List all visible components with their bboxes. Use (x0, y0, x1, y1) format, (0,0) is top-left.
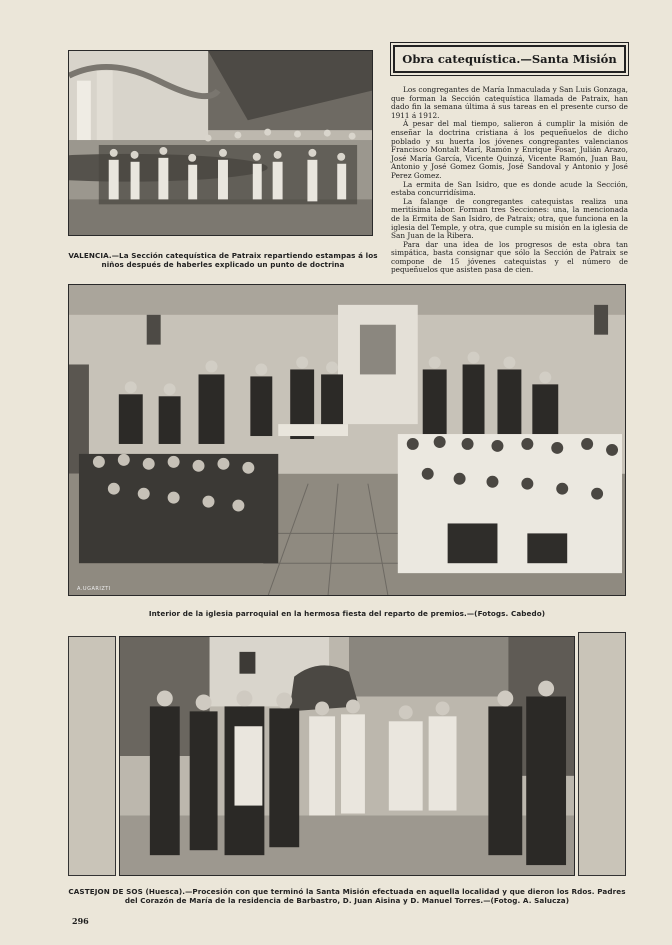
photo-signature: A.UGARIZTI (77, 586, 111, 592)
caption-castejon-lead: CASTEJON DE SOS (68, 887, 143, 896)
caption-valencia (68, 251, 378, 269)
article-paragraph: Para dar una idea de los progresos de esta obra tan simpática, basta consignar que sólo la Sección de Patraix se compone de 15 jóvenes catequistas y el número de pequeñuelos que asisten pasa de cien. (391, 239, 628, 275)
article-body (391, 86, 628, 275)
photo-church-interior (68, 284, 626, 596)
page-number: 296 (72, 916, 89, 926)
side-panel-right (578, 632, 626, 876)
photo-castejon-procession (119, 636, 575, 876)
photo-valencia-patraix (68, 50, 373, 236)
article-paragraph: Los congregantes de María Inmaculada y San Luis Gonzaga, que forman la Sección catequística llamada de Patraix, han dado fin la semana última á sus tareas en el presente curso de 1911 á 1912. (391, 85, 628, 120)
caption-valencia-text: —La Sección catequística de Patraix repartiendo estampas á los niños después de haberles explicado un punto de doctrina (101, 251, 378, 269)
caption-interior (68, 609, 626, 618)
caption-valencia-lead: VALENCIA. (68, 251, 112, 260)
article-title: Obra catequística.—Santa Misión (402, 52, 617, 66)
photo-valencia-image (69, 51, 372, 235)
caption-interior-text: Interior de la iglesia parroquial en la hermosa fiesta del reparto de premios.—(Fotogs. Cabedo) (148, 609, 546, 618)
article-title-box (393, 45, 626, 73)
photo-church-image (69, 285, 625, 595)
photo-castejon-image (120, 637, 574, 875)
article-paragraph: La falange de congregantes catequistas realiza una meritísima labor. Forman tres Secciones: una, la mencionada de la Ermita de San Isidro, de Patraix; otra, que funciona en la iglesia del Temple, y otra, que cumple su misión en la iglesia de San Juan de la Ribera. (391, 196, 628, 241)
side-panel-left (68, 636, 116, 876)
article-paragraph: La ermita de San Isidro, que es donde acude la Sección, estaba concurridísima. (391, 179, 628, 198)
caption-castejon-text: (Huesca).—Procesión con que terminó la Santa Misión efectuada en aquella localidad y que dieron los Rdos. Padres del Corazón de María de la residencia de Barbastro, D. Juan Aisina y D. Manuel Torres.—(Fotog. A. Salucza) (124, 887, 626, 905)
article-paragraph: Á pesar del mal tiempo, salieron á cumplir la misión de enseñar la doctrina cristiana á los pequeñuelos de dicho poblado y su huerta los jóvenes congregantes valencianos Francisco Montalt Marí, Ramón y Enrique Fosar, Julián Arazo, José María García, Vicente Quinzá, Vicente Ramón, Juan Bau, Antonio y José Gomez Gomis, José Sandoval y Antonio y José Perez Gomez. (391, 119, 628, 180)
caption-castejon (68, 887, 626, 905)
